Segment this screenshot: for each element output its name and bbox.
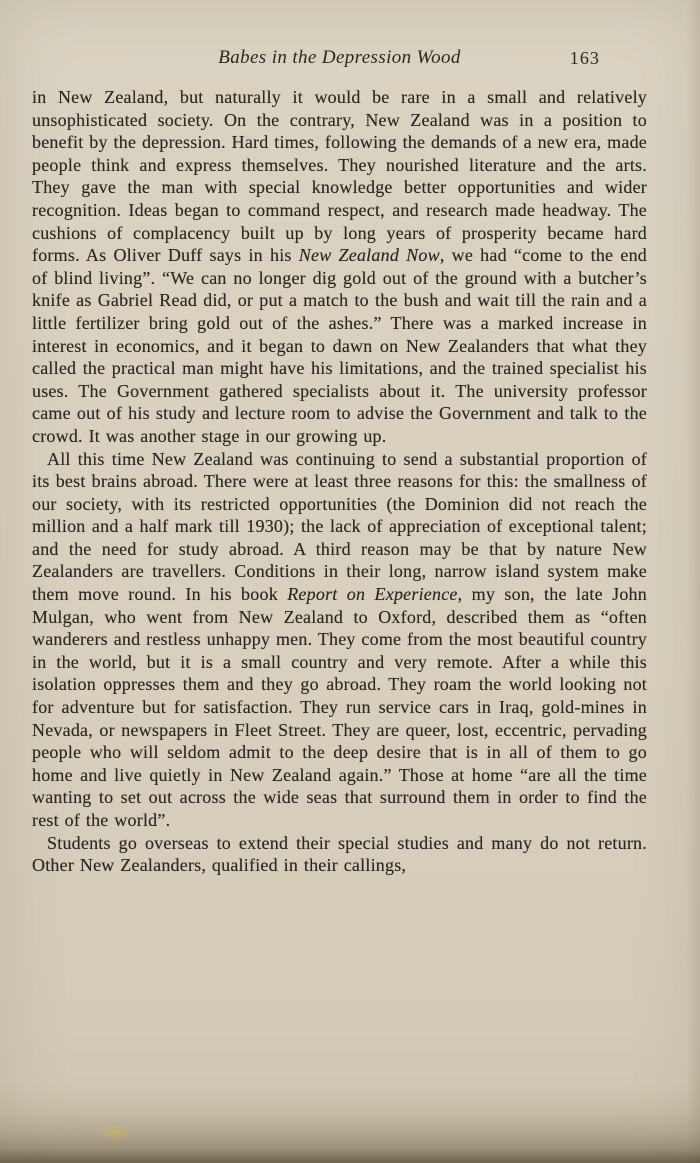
- page-body: [32, 86, 647, 877]
- paragraph: [32, 448, 647, 832]
- page-bottom-edge: [0, 1085, 700, 1163]
- page-right-shade: [686, 0, 700, 1163]
- paper-blemish: [102, 1126, 128, 1140]
- paragraph: [32, 86, 647, 448]
- text-run: , we had “come to the end of blind living”. “We can no longer dig gold out of the ground with a butcher’s knife as Gabriel Read did, or put a match to the bush and wait till the rain and a little fertilizer bring gold out of the ashes.” There was a marked increase in interest in economics, and it began to dawn on New Zealanders that what they called the practical man might have his limitations, and the trained specialist his uses. The Government gathered specialists about it. The university professor came out of his study and lecture room to advise the Government and talk to the crowd. It was another stage in our growing up.: [32, 245, 648, 446]
- running-title: Babes in the Depression Wood: [218, 47, 461, 68]
- page-header: [32, 47, 647, 73]
- text-run: in New Zealand, but naturally it would be rare in a small and relatively unsophisticated society. On the contrary, New Zealand was in a position to benefit by the depression. Hard times, following the demands of a new era, made people think and express themselves. They nourished literature and the arts. They gave the man with special knowledge better opportunities and wider recognition. Ideas began to command respect, and research made headway. The cushions of complacency built up by long years of prosperity became hard forms. As Oliver Duff says in his: [32, 87, 647, 266]
- italic-book-title: New Zealand Now: [298, 245, 440, 266]
- italic-book-title: Report on Experience: [287, 584, 458, 605]
- text-run: All this time New Zealand was continuing to send a substantial proportion of its best brains abroad. There were at least three reasons for this: the smallness of our society, with its restricted opportunities (the Dominion did not reach the million and a half mark till 1930); the lack of appreciation of exceptional talent; and the need for study abroad. A third reason may be that by nature New Zealanders are travellers. Conditions in their long, narrow island system make them move round. In his book: [32, 448, 647, 605]
- paragraph: [32, 832, 647, 877]
- text-run: , my son, the late John Mulgan, who went from New Zealand to Oxford, described them as “often wanderers and restless unhappy men. They come from the most beautiful country in the world, but it is a small country and very remote. After a while this isolation oppresses them and they go abroad. They roam the world looking not for adventure but for satisfaction. They run service cars in Iraq, gold-mines in Nevada, or newspapers in Fleet Street. They are queer, lost, eccentric, pervading people who will seldom admit to the deep desire that is in all of them to go home and live quietly in New Zealand again.” Those at home “are all the time wanting to set out across the wide seas that surround them in order to find the rest of the world”.: [32, 584, 648, 830]
- page-number: 163: [569, 48, 600, 68]
- text-run: Students go overseas to extend their special studies and many do not return. Other New Zealanders, qualified in their callings,: [32, 832, 647, 876]
